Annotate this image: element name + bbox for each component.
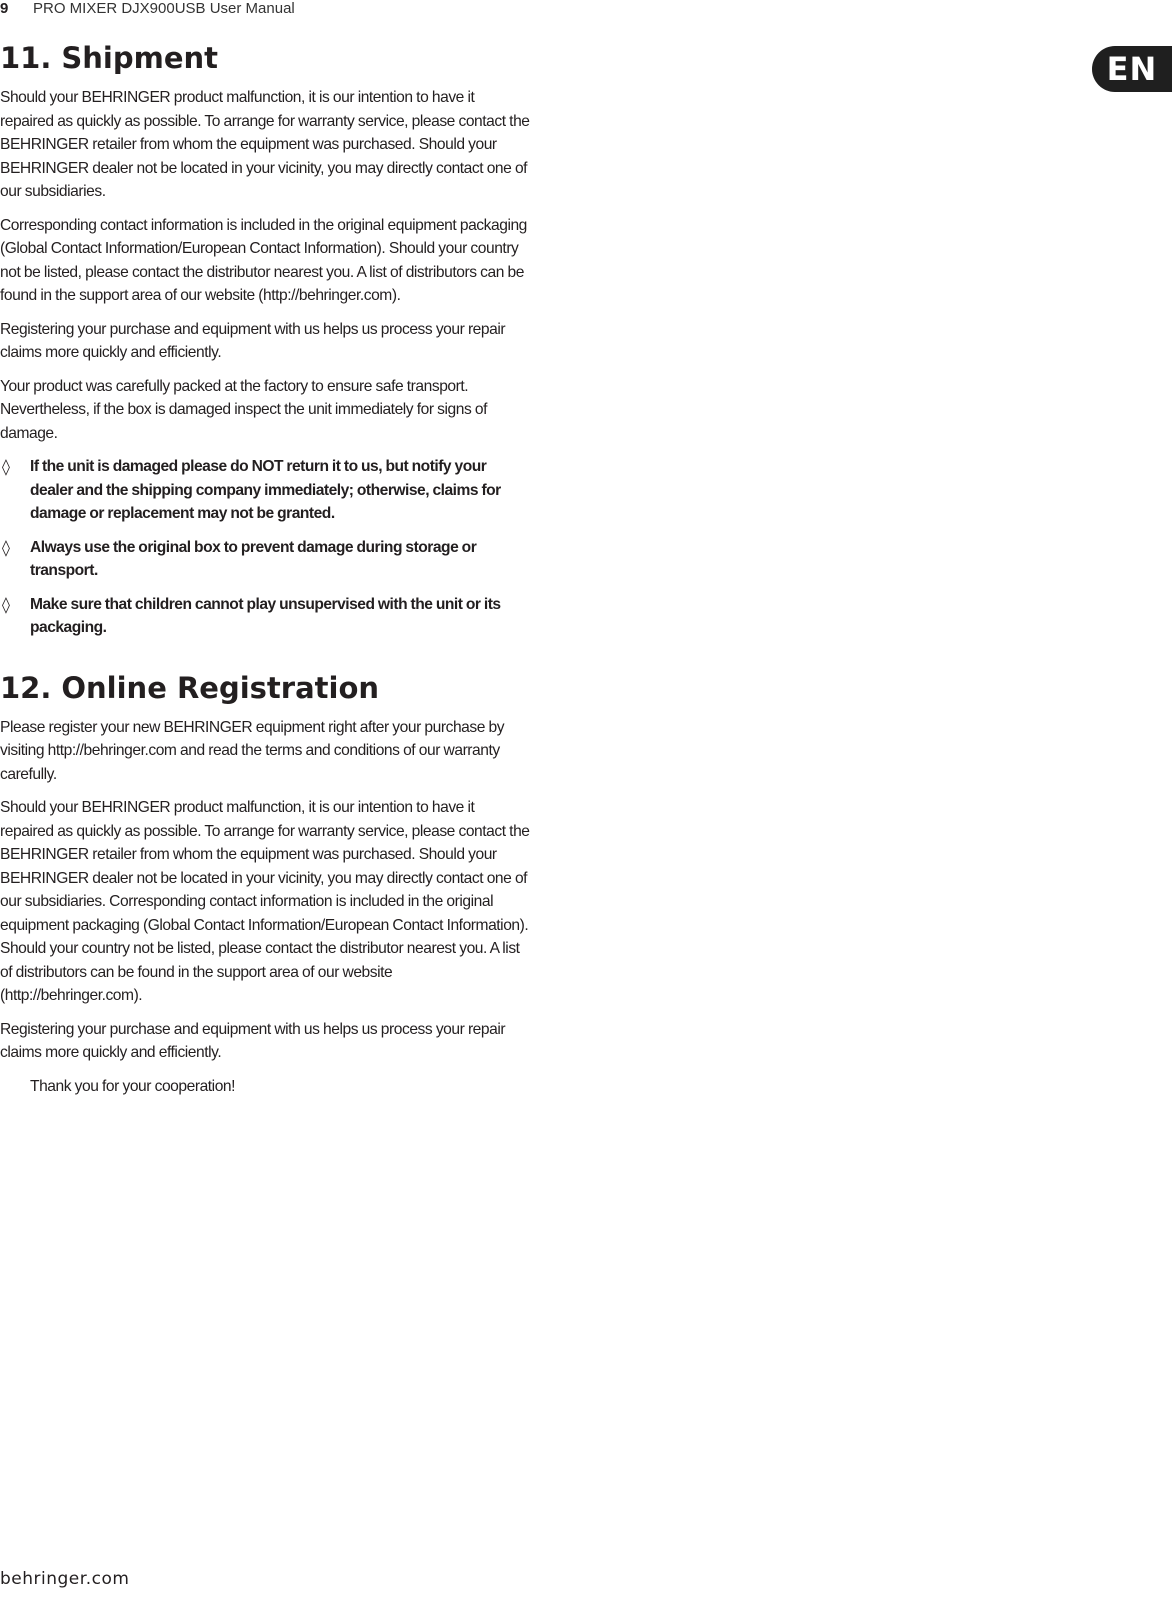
page-number: 9 xyxy=(0,0,9,17)
section-heading-shipment: 11. Shipment xyxy=(0,41,219,75)
page-content xyxy=(0,38,530,1108)
bullet-text: If the unit is damaged please do NOT return it to us, but notify your dealer and the shipping company immediately; otherwise, claims for damage or replacement may not be granted. xyxy=(30,458,501,522)
paragraph: Corresponding contact information is included in the original equipment packaging (Global Contact Information/European Contact Information). Should your country not be listed, please contact the distributor nearest you. A list of distributors can be found in the support area of our website (http://behringer.com). xyxy=(0,216,527,304)
paragraph: Your product was carefully packed at the factory to ensure safe transport. Nevertheless, if the box is damaged inspect the unit immediately for signs of damage. xyxy=(0,377,488,442)
bullet-text: Make sure that children cannot play unsupervised with the unit or its packaging. xyxy=(30,595,501,636)
closing-text: Thank you for your cooperation! xyxy=(30,1077,236,1095)
warning-bullet xyxy=(0,455,530,526)
paragraph: Should your BEHRINGER product malfunction, it is our intention to have it repaired as quickly as possible. To arrange for warranty service, please contact the BEHRINGER retailer from whom the equipment was purchased. Should your BEHRINGER dealer not be located in your vicinity, you may directly contact one of our subsidiaries. Corresponding contact information is included in the original equipment packaging (Global Contact Information/European Contact Information). Should your country not be listed, please contact the distributor nearest you. A list of distributors can be found in the support area of our website (http://behringer.com). xyxy=(0,799,530,1004)
diamond-bullet-icon: ◊ xyxy=(2,457,10,476)
manual-title: PRO MIXER DJX900USB User Manual xyxy=(33,0,295,17)
paragraph: Please register your new BEHRINGER equipment right after your purchase by visiting http://behringer.com and read the terms and conditions of our warranty carefully. xyxy=(0,718,505,783)
section-heading-online-registration: 12. Online Registration xyxy=(0,670,380,705)
diamond-bullet-icon: ◊ xyxy=(2,537,10,557)
behringer-logo: behringer.com xyxy=(0,1569,130,1589)
paragraph: Registering your purchase and equipment with us helps us process your repair claims more quickly and efficiently. xyxy=(0,320,506,361)
diamond-bullet-icon: ◊ xyxy=(2,594,10,614)
bullet-text: Always use the original box to prevent damage during storage or transport. xyxy=(30,538,477,579)
paragraph: Should your BEHRINGER product malfunction, it is our intention to have it repaired as quickly as possible. To arrange for warranty service, please contact the BEHRINGER retailer from whom the equipment was purchased. Should your BEHRINGER dealer not be located in your vicinity, you may directly contact one of our subsidiaries. xyxy=(0,89,530,200)
warning-bullet xyxy=(0,536,530,583)
warning-bullet xyxy=(0,593,530,640)
language-tab: EN xyxy=(1092,46,1172,92)
paragraph: Registering your purchase and equipment with us helps us process your repair claims more quickly and efficiently. xyxy=(0,1020,506,1061)
